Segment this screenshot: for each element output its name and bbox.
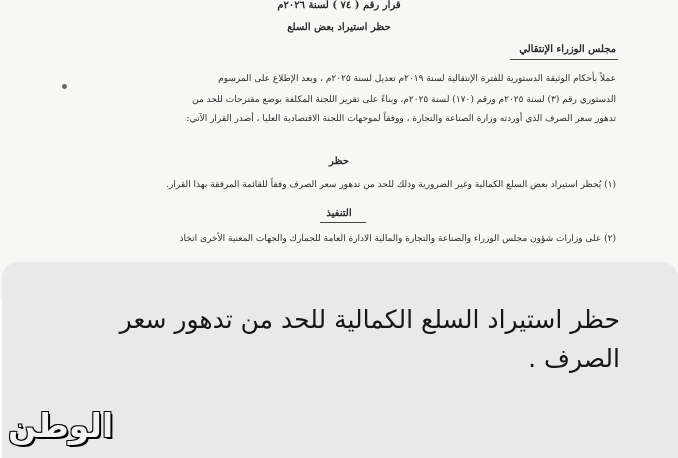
issuer-underline (510, 59, 618, 60)
decree-paragraph-2: الدستوري رقم (٣) لسنة ٢٠٢٥م ورقم (١٧٠) لسنة ٢٠٢٥م، وبناءً على تقرير اللجنة المكلفة بوضع مقترحات للحد من (192, 95, 616, 105)
decree-item-2: (٢) على وزارات شؤون مجلس الوزراء والصناعة والتجارة والمالية الادارة العامة للجمارك والجهات المعنية الأخرى اتخاذ (179, 234, 616, 244)
execution-underline (320, 222, 366, 223)
section-ban-heading: حظر (329, 156, 349, 167)
alwatan-logo: الوطن (8, 406, 114, 445)
section-execution-heading: التنفيذ (326, 208, 352, 219)
decree-subject: حظر استيراد بعض السلع (287, 22, 391, 33)
issuer-name: مجلس الوزراء الإنتقالي (519, 44, 616, 55)
decree-paragraph-1: عملاً بأحكام الوثيقة الدستورية للفترة الإنتقالية لسنة ٢٠١٩م تعديل لسنة ٢٠٢٥م ، وبعد الإطلاع على المرسوم (218, 74, 616, 84)
headline: حظر استيراد السلع الكمالية للحد من تدهور سعر الصرف . (119, 305, 620, 373)
decree-number: قرار رقم ( ٧٤ ) لسنة ٢٠٢٦م (277, 0, 401, 11)
decree-item-1: (١) يُحظر استيراد بعض السلع الكمالية وغير الضرورية وذلك للحد من تدهور سعر الصرف وفقاً للقائمة المرفقة بهذا القرار. (166, 180, 616, 190)
decree-paragraph-3: تدهور سعر الصرف الذي أوردته وزارة الصناعة والتجارة ، ووفقاً لموجهات اللجنة الاقتصادية العليا ، أصدر القرار الآتي: (186, 114, 616, 124)
margin-dot (62, 84, 67, 89)
